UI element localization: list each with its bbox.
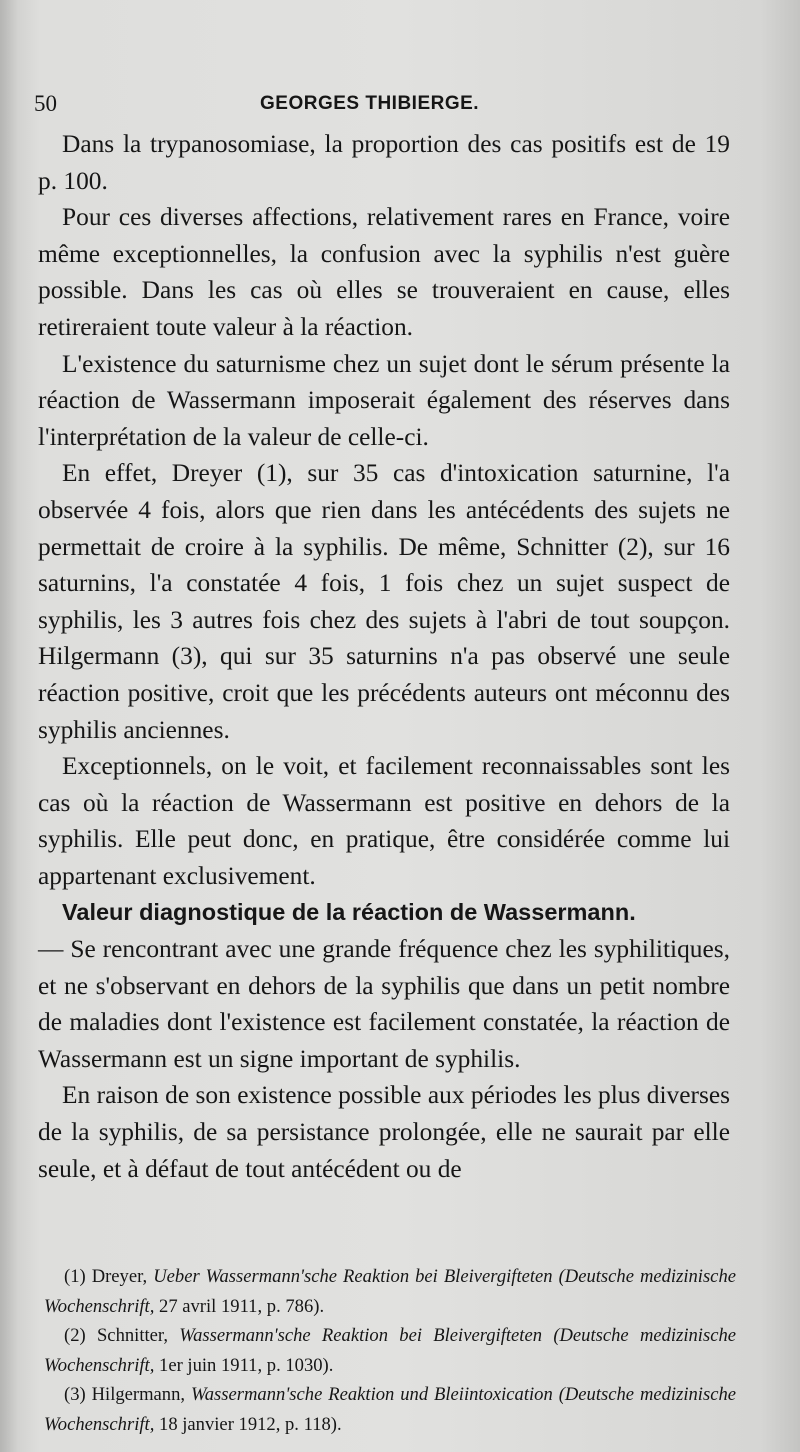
footnote — [44, 1262, 736, 1321]
footnote-date: 27 avril 1911, p. 786). — [159, 1295, 325, 1317]
footnote — [44, 1380, 736, 1439]
paragraph: En effet, Dreyer (1), sur 35 cas d'intoxication saturnine, l'a observée 4 fois, alors que rien dans les antécédents des sujets ne permettait de croire à la syphilis. De même, Schnitter (2), sur 16 saturnins, l'a constatée 4 fois, 1 fois chez un sujet suspect de syphilis, les 3 autres fois chez des sujets à l'abri de tout soupçon. Hilgermann (3), qui sur 35 saturnins n'a pas observé une seule réaction positive, croit que les précédents auteurs ont méconnu des syphilis anciennes. — [38, 459, 730, 744]
footnote-marker: (2) — [64, 1325, 86, 1346]
footnote-journal: (Deutsche medizinische Wochenschrift, — [44, 1325, 736, 1376]
footnote-journal: (Deutsche medizinische Wochenschrift, — [44, 1266, 736, 1317]
running-head: GEORGES THIBIERGE. — [260, 93, 480, 114]
footnote-title: Wassermann'sche Reaktion und Bleiintoxication — [190, 1384, 553, 1405]
page-number: 50 — [34, 91, 57, 116]
footnote-date: 18 janvier 1912, p. 118). — [159, 1413, 342, 1435]
footnote-journal: (Deutsche medizinische Wochenschrift, — [44, 1384, 737, 1435]
footnote-date: 1er juin 1911, p. 1030). — [159, 1354, 334, 1376]
footnote — [44, 1321, 736, 1380]
paragraph: L'existence du saturnisme chez un sujet dont le sérum présente la réaction de Wassermann imposerait également des réserves dans l'interprétation de la valeur de celle-ci. — [38, 349, 730, 451]
section-heading: Valeur diagnostique de la réaction de Wassermann. — [62, 899, 636, 926]
footnote-title: Ueber Wassermann'sche Reaktion bei Bleivergifteten — [153, 1266, 553, 1287]
footnote-marker: (3) — [64, 1384, 86, 1405]
paragraph: Dans la trypanosomiase, la proportion des cas positifs est de 19 p. 100. — [38, 130, 730, 195]
section-text: — Se rencontrant avec une grande fréquence chez les syphilitiques, et ne s'observant en dehors de la syphilis que dans un petit nombre de maladies dont l'existence est facilement constatée, la réaction de Wassermann est un signe important de syphilis. — [38, 935, 730, 1073]
page-gutter-shadow — [0, 0, 18, 1452]
body-text — [38, 126, 730, 1187]
paragraph: En raison de son existence possible aux périodes les plus diverses de la syphilis, de sa persistance prolongée, elle ne saurait par elle seule, et à défaut de tout antécédent ou de — [38, 1081, 730, 1183]
footnote-title: Wassermann'sche Reaktion bei Bleivergifteten — [179, 1325, 543, 1346]
footnote-marker: (1) — [64, 1266, 86, 1287]
footnote-author: Schnitter, — [96, 1325, 169, 1346]
paragraph: Exceptionnels, on le voit, et facilement reconnaissables sont les cas où la réaction de Wassermann est positive en dehors de la syphilis. Elle peut donc, en pratique, être considérée comme lui appartenant exclusivement. — [38, 752, 730, 890]
section-paragraph — [38, 894, 730, 1077]
page-header — [34, 88, 734, 120]
footnotes — [44, 1262, 736, 1439]
footnote-author: Hilgermann, — [91, 1384, 186, 1405]
footnote-author: Dreyer, — [91, 1266, 148, 1287]
paragraph: Pour ces diverses affections, relativement rares en France, voire même exceptionnelles, la confusion avec la syphilis n'est guère possible. Dans les cas où elles se trouveraient en cause, elles retireraient toute valeur à la réaction. — [38, 203, 730, 341]
